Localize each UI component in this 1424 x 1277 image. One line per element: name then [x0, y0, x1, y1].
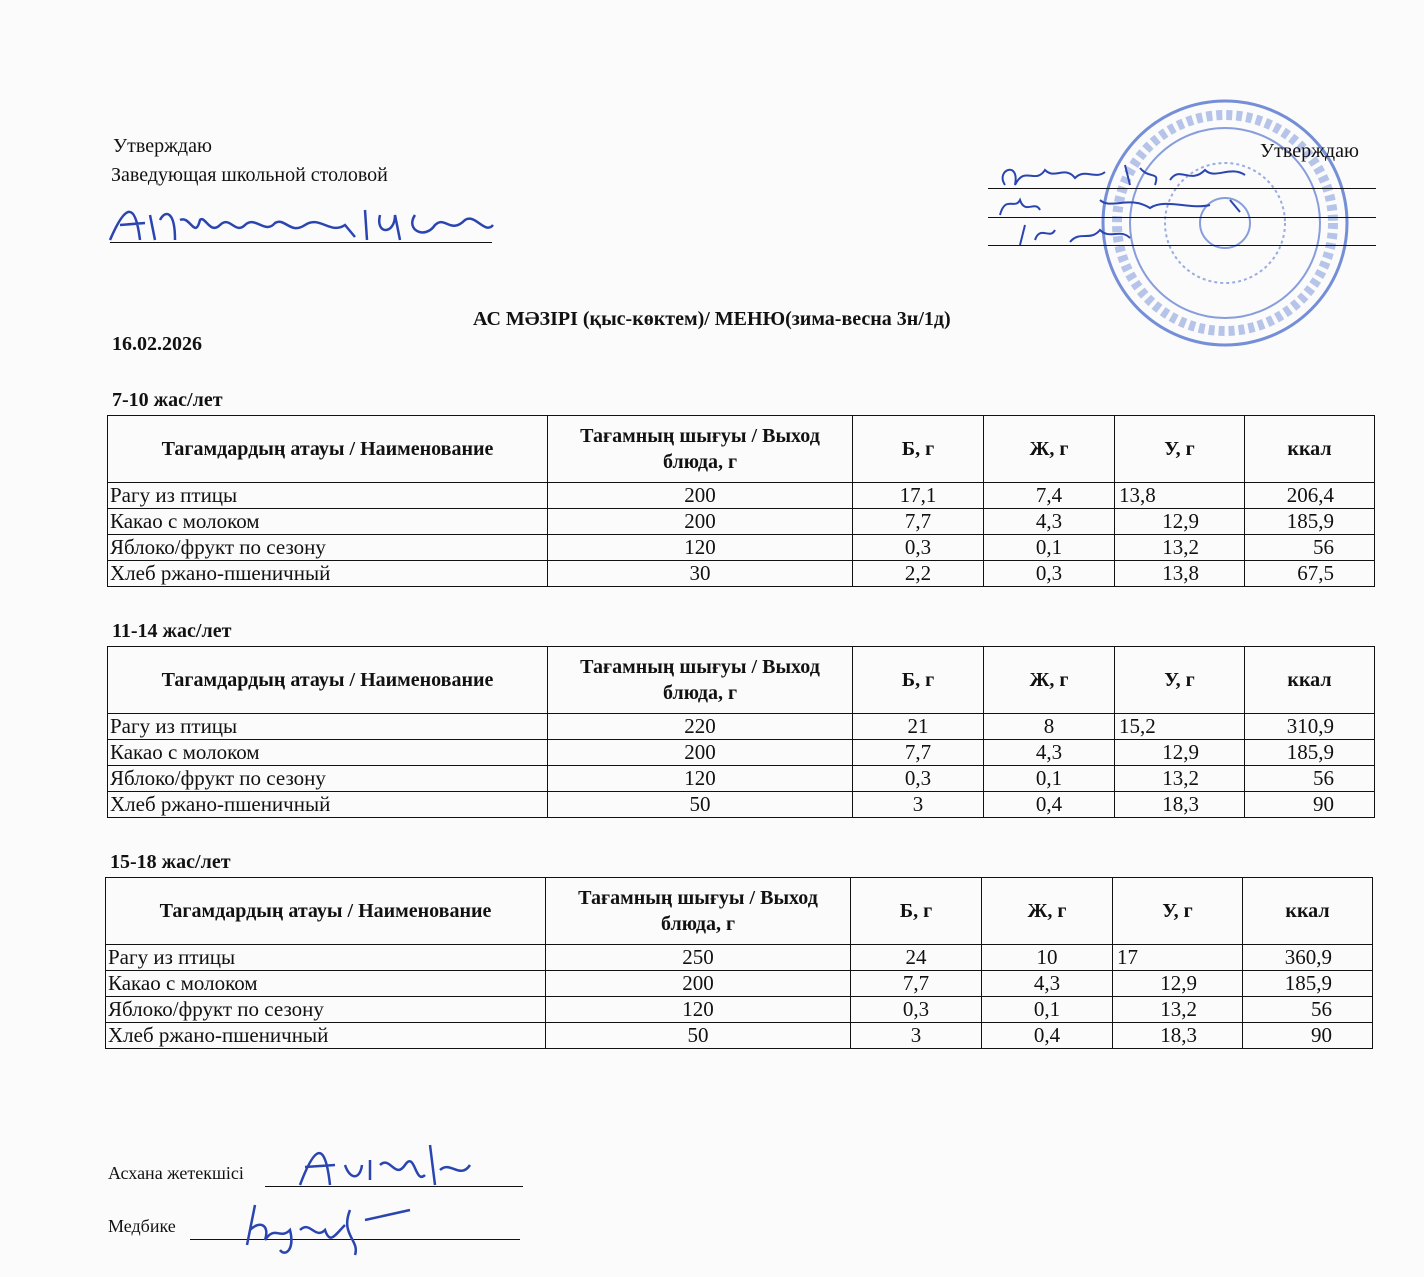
col-yield: Тағамның шығуы / Выход блюда, г	[546, 878, 851, 945]
cell-protein: 21	[853, 714, 984, 740]
section-label-15-18: 15-18 жас/лет	[110, 851, 231, 873]
cell-fat: 0,1	[984, 766, 1115, 792]
cell-fat: 0,4	[982, 1023, 1113, 1049]
cell-dish-name: Рагу из птицы	[106, 945, 546, 971]
menu-table-15-18	[105, 877, 1373, 1049]
col-carbs: У, г	[1115, 416, 1245, 483]
cell-dish-name: Хлеб ржано-пшеничный	[108, 561, 548, 587]
cell-yield: 200	[548, 483, 853, 509]
cell-protein: 24	[851, 945, 982, 971]
col-carbs: У, г	[1113, 878, 1243, 945]
cell-kcal: 56	[1245, 535, 1375, 561]
col-kcal: ккал	[1243, 878, 1373, 945]
cell-fat: 4,3	[984, 740, 1115, 766]
cell-carbs: 12,9	[1115, 740, 1245, 766]
cell-yield: 200	[546, 971, 851, 997]
table-row	[108, 740, 1375, 766]
table-row	[106, 997, 1373, 1023]
nurse-label: Медбике	[108, 1216, 176, 1236]
cell-yield: 120	[548, 535, 853, 561]
approval-left-line2: Заведующая школьной столовой	[111, 164, 388, 186]
cell-kcal: 310,9	[1245, 714, 1375, 740]
cell-kcal: 56	[1243, 997, 1373, 1023]
cell-yield: 30	[548, 561, 853, 587]
cell-dish-name: Какао с молоком	[108, 509, 548, 535]
cell-dish-name: Какао с молоком	[108, 740, 548, 766]
cell-yield: 220	[548, 714, 853, 740]
col-fat: Ж, г	[982, 878, 1113, 945]
cell-fat: 0,4	[984, 792, 1115, 818]
cell-kcal: 67,5	[1245, 561, 1375, 587]
col-carbs: У, г	[1115, 647, 1245, 714]
col-kcal: ккал	[1245, 647, 1375, 714]
cell-carbs: 13,8	[1115, 561, 1245, 587]
col-fat: Ж, г	[984, 647, 1115, 714]
approval-right-line1: Утверждаю	[1260, 140, 1359, 162]
cell-yield: 250	[546, 945, 851, 971]
cell-carbs: 13,2	[1115, 766, 1245, 792]
cell-protein: 7,7	[853, 509, 984, 535]
cell-yield: 120	[546, 997, 851, 1023]
col-protein: Б, г	[851, 878, 982, 945]
cell-fat: 4,3	[984, 509, 1115, 535]
cell-carbs: 12,9	[1113, 971, 1243, 997]
cell-dish-name: Яблоко/фрукт по сезону	[106, 997, 546, 1023]
col-protein: Б, г	[853, 647, 984, 714]
table-header	[108, 416, 1375, 483]
table-header	[106, 878, 1373, 945]
nurse-signature	[235, 1195, 415, 1260]
cell-dish-name: Рагу из птицы	[108, 483, 548, 509]
cell-dish-name: Хлеб ржано-пшеничный	[108, 792, 548, 818]
cell-carbs: 12,9	[1115, 509, 1245, 535]
table-row	[106, 1023, 1373, 1049]
cell-protein: 2,2	[853, 561, 984, 587]
cell-carbs: 13,2	[1113, 997, 1243, 1023]
col-yield: Тағамның шығуы / Выход блюда, г	[548, 647, 853, 714]
cell-yield: 200	[548, 740, 853, 766]
col-protein: Б, г	[853, 416, 984, 483]
cell-protein: 0,3	[851, 997, 982, 1023]
cell-carbs: 18,3	[1115, 792, 1245, 818]
cell-protein: 3	[851, 1023, 982, 1049]
cell-kcal: 90	[1245, 792, 1375, 818]
menu-table-7-10	[107, 415, 1375, 587]
cell-protein: 7,7	[853, 740, 984, 766]
cell-yield: 50	[546, 1023, 851, 1049]
cell-kcal: 185,9	[1245, 740, 1375, 766]
cell-fat: 8	[984, 714, 1115, 740]
cell-protein: 7,7	[851, 971, 982, 997]
cell-yield: 120	[548, 766, 853, 792]
approval-left-line1: Утверждаю	[113, 135, 212, 157]
cell-dish-name: Рагу из птицы	[108, 714, 548, 740]
cell-protein: 17,1	[853, 483, 984, 509]
kitchen-head-label: Асхана жетекшісі	[108, 1163, 244, 1183]
cell-dish-name: Какао с молоком	[106, 971, 546, 997]
cell-kcal: 206,4	[1245, 483, 1375, 509]
menu-table-11-14	[107, 646, 1375, 818]
table-row	[108, 561, 1375, 587]
document-date: 16.02.2026	[112, 333, 202, 355]
document-title: АС МӘЗІРІ (қыс-көктем)/ МЕНЮ(зима-весна 3н/1д)	[473, 308, 951, 330]
cell-dish-name: Яблоко/фрукт по сезону	[108, 766, 548, 792]
cell-kcal: 90	[1243, 1023, 1373, 1049]
cell-carbs: 17	[1113, 945, 1243, 971]
table-row	[108, 766, 1375, 792]
cell-carbs: 18,3	[1113, 1023, 1243, 1049]
col-name: Тагамдардың атауы / Наименование	[108, 416, 548, 483]
cell-kcal: 185,9	[1243, 971, 1373, 997]
cell-kcal: 185,9	[1245, 509, 1375, 535]
cell-fat: 7,4	[984, 483, 1115, 509]
cell-kcal: 56	[1245, 766, 1375, 792]
cell-carbs: 15,2	[1115, 714, 1245, 740]
cell-carbs: 13,8	[1115, 483, 1245, 509]
cell-dish-name: Яблоко/фрукт по сезону	[108, 535, 548, 561]
col-kcal: ккал	[1245, 416, 1375, 483]
cell-fat: 0,1	[984, 535, 1115, 561]
table-row	[106, 945, 1373, 971]
table-row	[106, 971, 1373, 997]
section-label-7-10: 7-10 жас/лет	[112, 389, 223, 411]
table-row	[108, 535, 1375, 561]
cell-protein: 3	[853, 792, 984, 818]
col-name: Тагамдардың атауы / Наименование	[106, 878, 546, 945]
cell-fat: 0,3	[984, 561, 1115, 587]
cell-yield: 200	[548, 509, 853, 535]
col-yield: Тағамның шығуы / Выход блюда, г	[548, 416, 853, 483]
cell-carbs: 13,2	[1115, 535, 1245, 561]
cell-protein: 0,3	[853, 535, 984, 561]
table-row	[108, 509, 1375, 535]
cell-fat: 0,1	[982, 997, 1113, 1023]
table-row	[108, 483, 1375, 509]
signature-right	[990, 150, 1280, 250]
table-row	[108, 792, 1375, 818]
cell-kcal: 360,9	[1243, 945, 1373, 971]
table-row	[108, 714, 1375, 740]
cell-protein: 0,3	[853, 766, 984, 792]
cell-yield: 50	[548, 792, 853, 818]
section-label-11-14: 11-14 жас/лет	[112, 620, 232, 642]
cell-dish-name: Хлеб ржано-пшеничный	[106, 1023, 546, 1049]
cell-fat: 10	[982, 945, 1113, 971]
cell-fat: 4,3	[982, 971, 1113, 997]
table-header	[108, 647, 1375, 714]
signature-left	[105, 195, 500, 250]
col-fat: Ж, г	[984, 416, 1115, 483]
kitchen-head-signature	[290, 1135, 480, 1195]
col-name: Тагамдардың атауы / Наименование	[108, 647, 548, 714]
